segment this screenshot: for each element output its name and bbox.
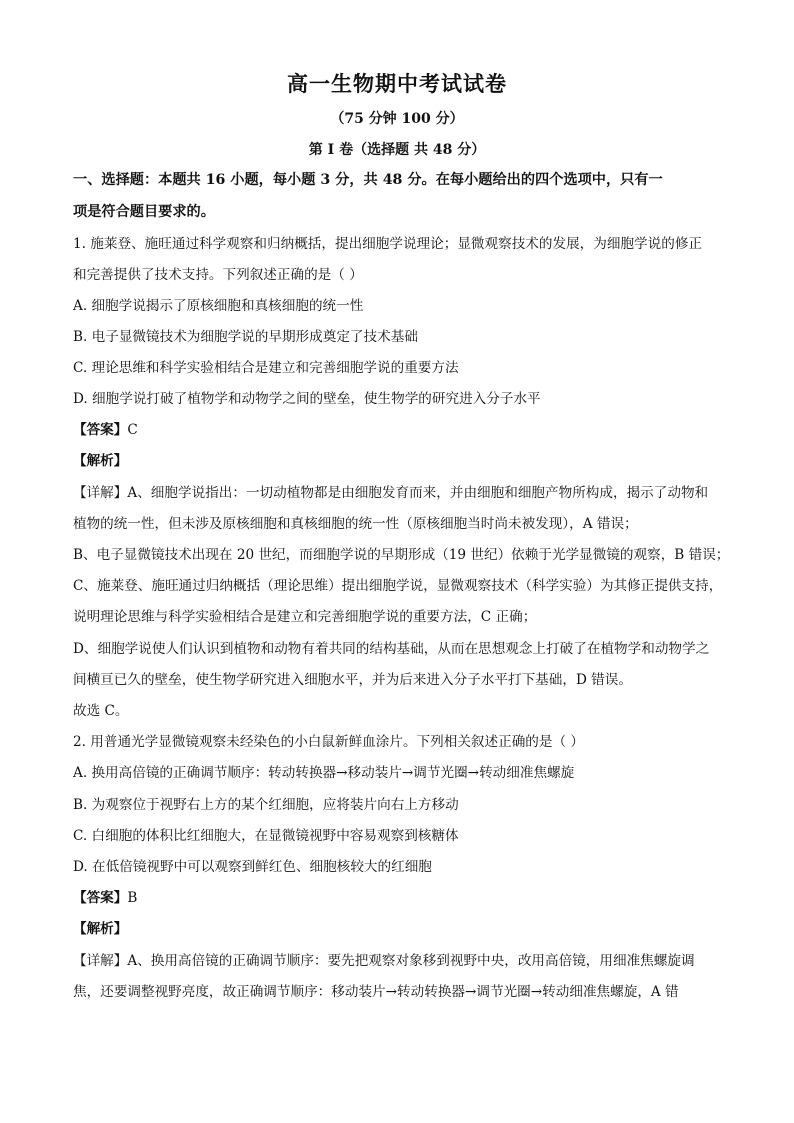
- page-title: 高一生物期中考试试卷: [287, 71, 507, 96]
- instructions-line-1: 一、选择题：本题共 16 小题，每小题 3 分，共 48 分。在每小题给出的四个选项中，只有一: [73, 172, 663, 188]
- exam-duration-score: （75 分钟 100 分）: [330, 111, 464, 127]
- answer-label: 【答案】: [73, 422, 128, 438]
- question-2-analysis-label: 【解析】: [73, 921, 128, 937]
- section-heading: 第 I 卷（选择题 共 48 分）: [308, 142, 486, 158]
- question-1-detail-line-5: 说明理论思维与科学实验相结合是建立和完善细胞学说的重要方法，C 正确；: [73, 609, 537, 625]
- question-1-option-b: B. 电子显微镜技术为细胞学说的早期形成奠定了技术基础: [73, 329, 418, 345]
- question-1-option-a: A. 细胞学说揭示了原核细胞和真核细胞的统一性: [73, 298, 364, 314]
- question-1-option-c: C. 理论思维和科学实验相结合是建立和完善细胞学说的重要方法: [73, 360, 459, 376]
- question-2-option-a: A. 换用高倍镜的正确调节顺序：转动转换器→移动装片→调节光圈→转动细准焦螺旋: [73, 765, 575, 781]
- question-2-stem: 2. 用普通光学显微镜观察未经染色的小白鼠新鲜血涂片。下列相关叙述正确的是（ ）: [73, 734, 584, 750]
- question-1-stem-line-1: 1. 施莱登、施旺通过科学观察和归纳概括，提出细胞学说理论；显微观察技术的发展，为细胞学说的修正: [73, 236, 703, 252]
- question-2-detail-line-1: 【详解】A、换用高倍镜的正确调节顺序：要先把观察对象移到视野中央，改用高倍镜，用细准焦螺旋调: [73, 953, 695, 969]
- answer-value: B: [127, 890, 138, 906]
- answer-label: 【答案】: [73, 890, 128, 906]
- question-1-option-d: D. 细胞学说打破了植物学和动物学之间的壁垒，使生物学的研究进入分子水平: [73, 391, 541, 407]
- question-1-answer: [73, 420, 733, 440]
- question-1-detail-line-7: 间横亘已久的壁垒，使生物学研究进入细胞水平，并为后来进入分子水平打下基础，D 错误。: [73, 672, 632, 688]
- instructions-line-2: 项是符合题目要求的。: [73, 204, 215, 220]
- question-1-analysis-label: 【解析】: [73, 453, 128, 469]
- question-2-option-b: B. 为观察位于视野右上方的某个红细胞，应将装片向右上方移动: [73, 797, 459, 813]
- question-2-option-d: D. 在低倍镜视野中可以观察到鲜红色、细胞核较大的红细胞: [73, 859, 432, 875]
- question-1-detail-line-3: B、电子显微镜技术出现在 20 世纪，而细胞学说的早期形成（19 世纪）依赖于光学显微镜的观察，B 错误；: [73, 547, 730, 563]
- answer-value: C: [127, 422, 138, 438]
- question-2-option-c: C. 白细胞的体积比红细胞大，在显微镜视野中容易观察到核糖体: [73, 828, 459, 844]
- question-1-conclusion: 故选 C。: [73, 703, 129, 719]
- question-1-detail-line-1: 【详解】A、细胞学说指出：一切动植物都是由细胞发育而来，并由细胞和细胞产物所构成，揭示了动物和: [73, 485, 709, 501]
- question-1-detail-line-4: C、施莱登、施旺通过归纳概括（理论思维）提出细胞学说，显微观察技术（科学实验）为其修正提供支持，: [73, 578, 723, 594]
- question-1-detail-line-2: 植物的统一性，但未涉及原核细胞和真核细胞的统一性（原核细胞当时尚未被发现），A 错误；: [73, 516, 638, 532]
- question-2-detail-line-2: 焦，还要调整视野亮度，故正确调节顺序：移动装片→转动转换器→调节光圈→转动细准焦螺旋，A 错: [73, 984, 679, 1000]
- question-1-stem-line-2: 和完善提供了技术支持。下列叙述正确的是（ ）: [73, 267, 363, 283]
- question-2-answer: [73, 888, 733, 908]
- question-1-detail-line-6: D、细胞学说使人们认识到植物和动物有着共同的结构基础，从而在思想观念上打破了在植物学和动物学之: [73, 641, 710, 657]
